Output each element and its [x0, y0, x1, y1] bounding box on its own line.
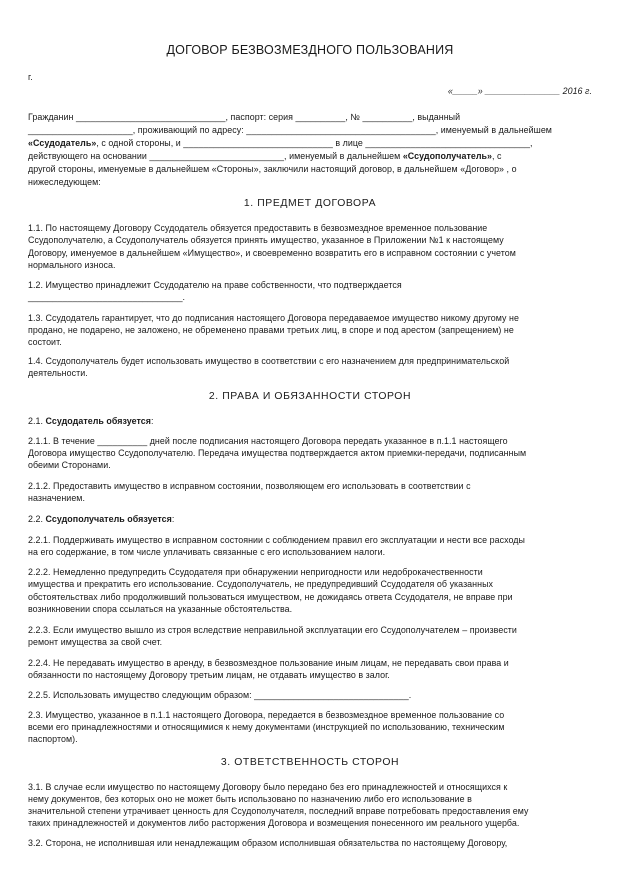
intro-line: нижеследующем:: [28, 177, 101, 187]
paragraph-line: 2.2.3. Если имущество вышло из строя вследствие неправильной эксплуатации его Ссудополучателем – произвести: [28, 625, 517, 635]
borrower-term: «Ссудополучатель»: [402, 151, 493, 161]
paragraph-line: продано, не подарено, не заложено, не обременено правами третьих лиц, в споре и под арестом (запрещением) не: [28, 325, 514, 335]
paragraph-line: Договору, именуемое в дальнейшем «Имущество», и своевременно возвратить его в исправном состоянии с учетом: [28, 248, 516, 258]
paragraph-line: обязанности по настоящему Договору третьим лицам, не отдавать имущество в залог.: [28, 670, 390, 680]
paragraph-line: [28, 416, 154, 427]
paragraph-line: обстоятельствах либо продолживший пользоваться имуществом, не дожидаясь ответа Ссудодателя, не вправе при: [28, 592, 513, 602]
intro-text: , с: [492, 151, 502, 161]
intro-line: _____________________, проживающий по адресу: ______________________________________, именуемый в дальнейшем: [28, 125, 552, 135]
intro-line: [28, 138, 532, 149]
paragraph-line: _______________________________.: [28, 292, 186, 302]
contract-date: «_____» _______________ 2016 г.: [447, 86, 592, 96]
paragraph-line: 2.2.2. Немедленно предупредить Ссудодателя при обнаружении непригодности или недоброкачественности: [28, 567, 483, 577]
clause-colon: :: [151, 416, 154, 426]
clause-title: Ссудополучатель обязуется: [45, 514, 172, 524]
paragraph-line: нему документов, без которых оно не может быть использовано по назначению либо его использование в: [28, 794, 472, 804]
paragraph-line: деятельности.: [28, 368, 88, 378]
paragraph-line: на его содержание, в том числе уплачивать связанные с его использованием налоги.: [28, 547, 386, 557]
paragraph-line: паспортом).: [28, 734, 78, 744]
paragraph-line: Договора имущество Ссудополучателю. Передача имущества подтверждается актом приемки-передачи, подписанным: [28, 448, 527, 458]
paragraph-line: 2.3. Имущество, указанное в п.1.1 настоящего Договора, передается в безвозмездное временное пользование со: [28, 710, 505, 720]
paragraph-line: 1.4. Ссудополучатель будет использовать имущество в соответствии с его назначением для предпринимательской: [28, 356, 510, 366]
paragraph-line: 2.2.1. Поддерживать имущество в исправном состоянии с соблюдением правил его эксплуатации и нести все расходы: [28, 535, 525, 545]
paragraph-line: 2.2.5. Использовать имущество следующим образом: _______________________________.: [28, 690, 412, 700]
city-label: г.: [28, 72, 33, 82]
section-heading: 2. ПРАВА И ОБЯЗАННОСТИ СТОРОН: [208, 391, 412, 402]
paragraph-line: [28, 514, 174, 525]
paragraph-line: возникновении спора ссылаться на указанные обстоятельства.: [28, 604, 293, 614]
clause-colon: :: [171, 514, 175, 524]
paragraph-line: назначением.: [28, 493, 85, 503]
intro-text: , с одной стороны, и ______________________________ в лице _________________________________,: [96, 138, 533, 148]
paragraph-line: 1.1. По настоящему Договору Ссудодатель обязуется предоставить в безвозмездное временное пользование: [28, 223, 488, 233]
clause-number: 2.2.: [28, 514, 46, 524]
paragraph-line: 2.1.1. В течение __________ дней после подписания настоящего Договора передать указанное в п.1.1 настоящего: [28, 436, 508, 446]
paragraph-line: Ссудополучателю, а Ссудополучатель обязуется принять имущество, указанное в Приложении №1 к настоящему: [28, 235, 504, 245]
paragraph-line: значительной степени утрачивает ценность для Ссудополучателя, последний вправе потребовать предоставления ему: [28, 806, 529, 816]
paragraph-line: имущества и прекратить его использование. Ссудополучатель, не предупредивший Ссудодателя об указанных: [28, 579, 493, 589]
paragraph-line: 2.2.4. Не передавать имущество в аренду, в безвозмездное пользование иным лицам, не передавать свои права и: [28, 658, 509, 668]
paragraph-line: 1.2. Имущество принадлежит Ссудодателю на праве собственности, что подтверждается: [28, 280, 402, 290]
paragraph-line: нормального износа.: [28, 260, 116, 270]
paragraph-line: 3.1. В случае если имущество по настоящему Договору было передано без его принадлежностей и относящихся к: [28, 782, 508, 792]
paragraph-line: состоит.: [28, 337, 62, 347]
paragraph-line: всеми его принадлежностями и относящимися к нему документами (инструкцией по использованию, техническим: [28, 722, 505, 732]
section-heading: 3. ОТВЕТСТВЕННОСТЬ СТОРОН: [220, 757, 400, 768]
paragraph-line: обеими Сторонами.: [28, 460, 111, 470]
clause-title: Ссудодатель обязуется: [45, 416, 152, 426]
paragraph-line: 2.1.2. Предоставить имущество в исправном состоянии, позволяющем его использовать в соответствии с: [28, 481, 471, 491]
paragraph-line: таких принадлежностей и документов либо расторжения Договора и возмещения понесенного им реального ущерба.: [28, 818, 520, 828]
intro-line: Гражданин ______________________________, паспорт: серия __________, № __________, выданный: [28, 112, 461, 122]
intro-line: другой стороны, именуемые в дальнейшем «Стороны», заключили настоящий договор, в дальнейшем «Договор» , о: [28, 164, 517, 174]
intro-line: [28, 151, 502, 162]
section-heading: 1. ПРЕДМЕТ ДОГОВОРА: [243, 198, 377, 209]
document-title: ДОГОВОР БЕЗВОЗМЕЗДНОГО ПОЛЬЗОВАНИЯ: [166, 43, 454, 57]
paragraph-line: ремонт имущества за свой счет.: [28, 637, 163, 647]
clause-number: 2.1.: [28, 416, 46, 426]
intro-text: действующего на основании ___________________________, именуемый в дальнейшем: [28, 151, 403, 161]
paragraph-line: 3.2. Сторона, не исполнившая или ненадлежащим образом исполнившая обязательства по настоящему Договору,: [28, 838, 508, 848]
lender-term: «Ссудодатель»: [28, 138, 97, 148]
paragraph-line: 1.3. Ссудодатель гарантирует, что до подписания настоящего Договора передаваемое имущество никому другому не: [28, 313, 519, 323]
